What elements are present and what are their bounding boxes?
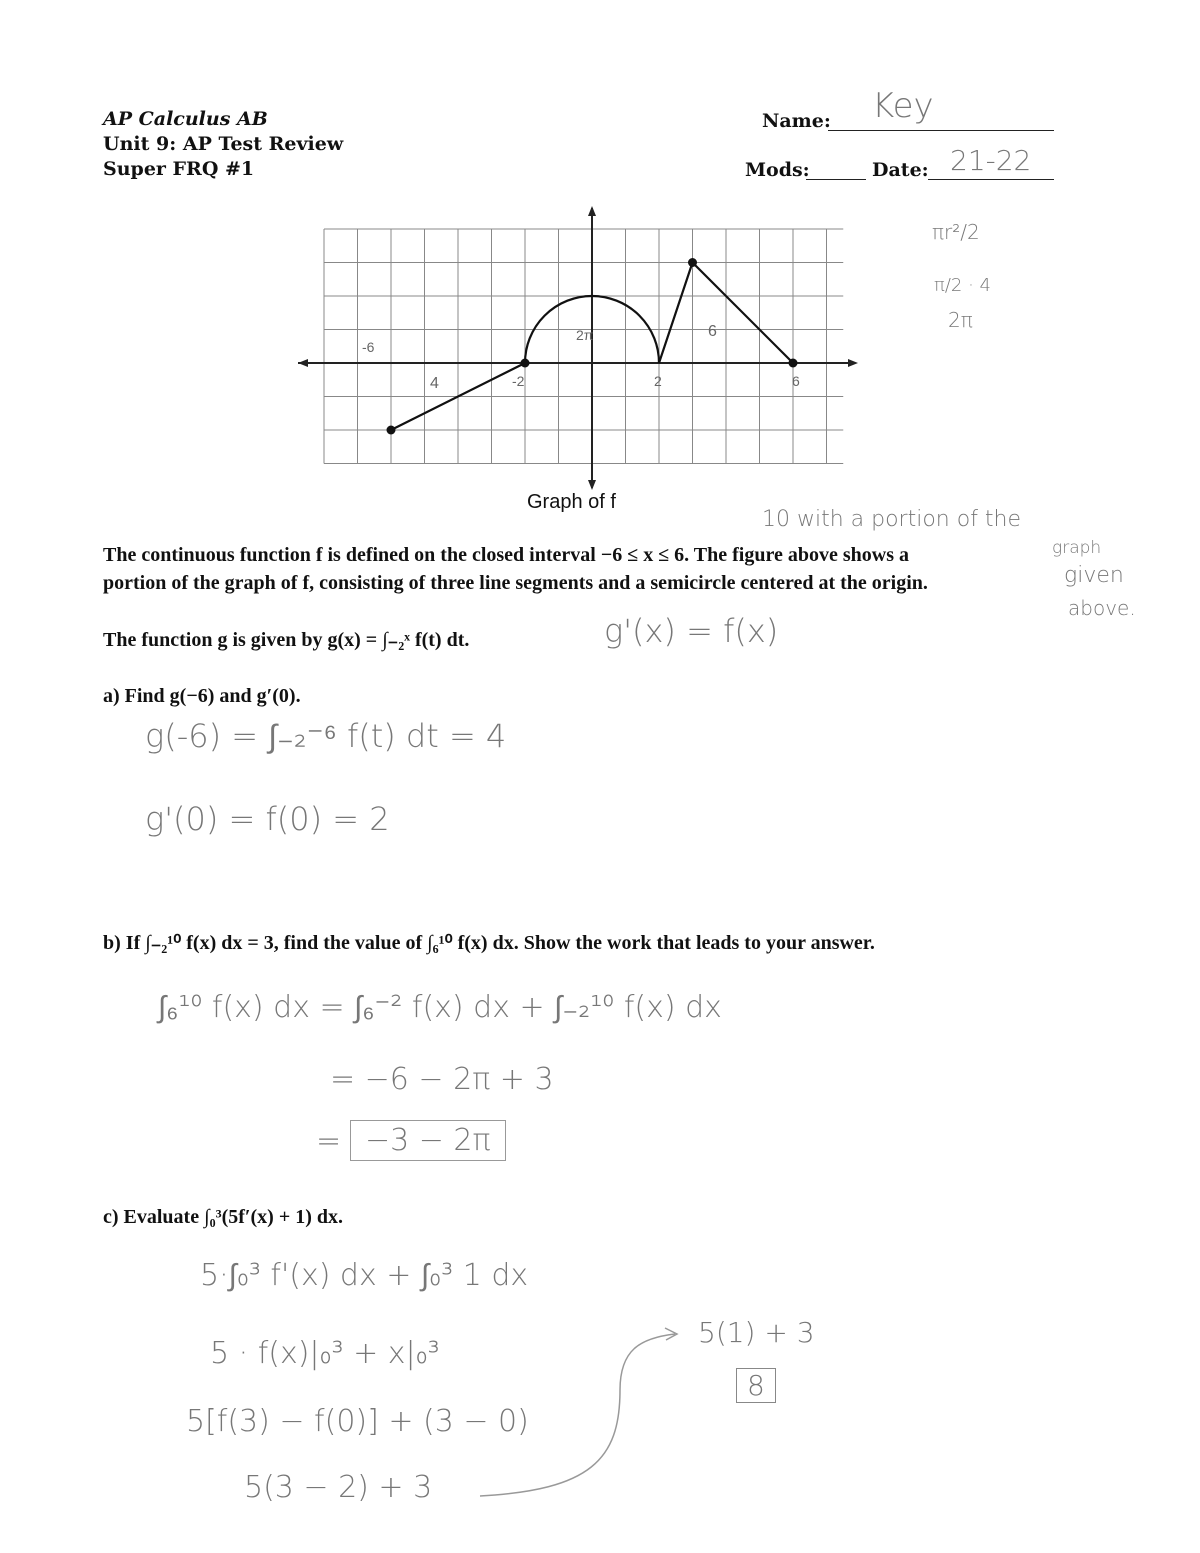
problem-intro-line2: portion of the graph of f, consisting of three line segments and a semicircle centered at the origin.	[103, 572, 928, 594]
graph-point	[688, 258, 697, 267]
note-10-portion: 10 with a portion of the	[762, 507, 1022, 532]
note-given: given	[1064, 563, 1124, 588]
part-c-answer-box: 8	[736, 1368, 776, 1403]
date-line	[928, 179, 1054, 180]
x-axis-arrow-right	[848, 359, 858, 367]
label-neg6: -6	[362, 339, 375, 355]
part-c-work-4: 5(3 − 2) + 3	[244, 1470, 433, 1505]
label-triangle-area: 6	[708, 323, 717, 340]
label-neg2: -2	[512, 373, 525, 389]
hand-gprime: g'(x) = f(x)	[604, 612, 779, 650]
note-above: above.	[1068, 596, 1136, 620]
label-six: 6	[792, 373, 800, 389]
mods-label: Mods:	[745, 159, 810, 181]
name-label: Name:	[762, 110, 831, 132]
y-axis-arrow-top	[588, 206, 596, 216]
part-c-work-1: 5·∫₀³ f'(x) dx + ∫₀³ 1 dx	[200, 1258, 529, 1293]
part-c-work-5: 5(1) + 3	[698, 1316, 815, 1349]
date-value: 21-22	[950, 144, 1032, 177]
unit-title: Unit 9: AP Test Review	[103, 133, 344, 155]
course-title: AP Calculus AB	[103, 108, 268, 130]
y-axis-arrow-bottom	[588, 480, 596, 490]
hand-arrow	[470, 1320, 700, 1510]
part-c-work-3: 5[f(3) − f(0)] + (3 − 0)	[186, 1404, 529, 1439]
name-line	[828, 130, 1054, 131]
segment-line-2	[659, 263, 693, 364]
date-label: Date:	[872, 159, 929, 181]
part-a-work-1: g(-6) = ∫₋₂⁻⁶ f(t) dt = 4	[145, 717, 507, 755]
part-c-work-2: 5 · f(x)|₀³ + x|₀³	[210, 1336, 440, 1371]
part-b-work-2: = −6 − 2π + 3	[330, 1062, 554, 1097]
graph-point	[387, 426, 396, 435]
header-block	[103, 107, 343, 182]
frq-title: Super FRQ #1	[103, 158, 255, 180]
x-axis-arrow-left	[298, 359, 308, 367]
graph-figure	[290, 200, 870, 500]
graph-point	[521, 359, 530, 368]
part-b-work-1: ∫₆¹⁰ f(x) dx = ∫₆⁻² f(x) dx + ∫₋₂¹⁰ f(x) dx	[158, 990, 722, 1025]
part-c-question: c) Evaluate ∫₀³(5f′(x) + 1) dx.	[103, 1206, 344, 1228]
label-two: 2	[654, 373, 662, 389]
graph-point	[789, 359, 798, 368]
g-definition: The function g is given by g(x) = ∫₋₂ˣ f(t) dt.	[103, 629, 470, 651]
arrow-curve	[480, 1334, 675, 1496]
note-graph: graph	[1052, 538, 1102, 558]
label-semicircle-area: 2π	[576, 327, 594, 343]
segment-line-3	[693, 263, 794, 364]
graph-caption: Graph of f	[527, 491, 616, 513]
label-neg4: 4	[430, 375, 439, 392]
grid	[324, 229, 843, 464]
part-a-work-2: g'(0) = f(0) = 2	[145, 800, 390, 838]
name-value: Key	[872, 86, 934, 126]
part-b-question: b) If ∫₋₂¹⁰ f(x) dx = 3, find the value of ∫₆¹⁰ f(x) dx. Show the work that leads to your answer.	[103, 932, 875, 954]
area-sub-note: π/2 · 4	[934, 275, 991, 296]
part-b-answer-box: −3 − 2π	[350, 1120, 506, 1161]
part-a-question: a) Find g(−6) and g′(0).	[103, 685, 301, 707]
problem-intro-line1: The continuous function f is defined on the closed interval −6 ≤ x ≤ 6. The figure above shows a	[103, 544, 910, 566]
mods-line	[806, 179, 866, 180]
graph-hand-labels	[362, 323, 800, 392]
part-b-equals: =	[316, 1124, 342, 1159]
area-result-note: 2π	[948, 308, 973, 332]
axes	[298, 206, 858, 490]
area-formula-note: πr²/2	[932, 220, 980, 244]
